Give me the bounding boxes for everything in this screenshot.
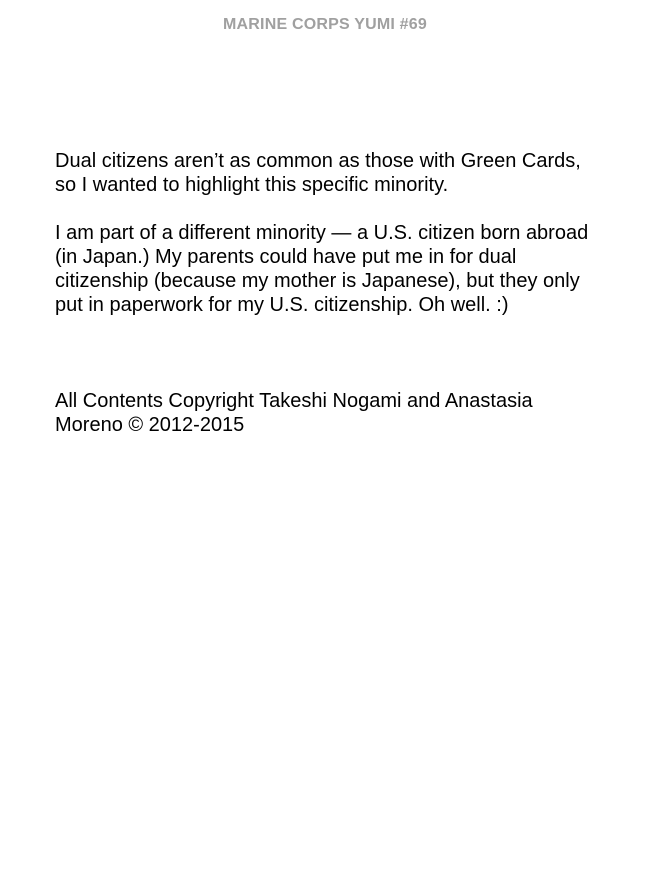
copyright-notice: All Contents Copyright Takeshi Nogami and Anastasia Moreno © 2012-2015: [55, 390, 533, 436]
paragraph-author-minority: I am part of a different minority — a U.S. citizen born abroad (in Japan.) My parents could have put me in for dual citizenship (because my mother is Japanese), but they only put in paperwork for my U.S. citizenship. Oh well. :): [55, 222, 589, 316]
page-title: MARINE CORPS YUMI #69: [223, 16, 427, 33]
paragraph-dual-citizens: Dual citizens aren’t as common as those with Green Cards, so I wanted to highlight this specific minority.: [55, 150, 581, 196]
